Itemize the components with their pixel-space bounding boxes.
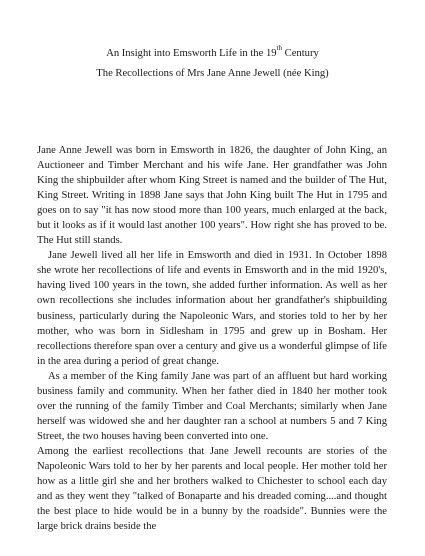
title-text-end: Century: [282, 48, 319, 59]
document-body: [37, 143, 387, 534]
document-header: [0, 44, 425, 84]
title-text: An Insight into Emsworth Life in the 19: [106, 48, 277, 59]
document-title: [0, 44, 425, 64]
paragraph: Jane Jewell lived all her life in Emsworth and died in 1931. In October 1898 she wrote her recollections of life and events in Emsworth and in the mid 1920's, having lived 100 years in the town, she added further information. As well as her own recollections she includes information about her grandfather's shipbuilding business, particularly during the Napoleonic Wars, and stories told to her by her mother, who was born in Sidlesham in 1795 and grew up in Bosham. Her recollections therefore span over a century and give us a wonderful glimpse of life in the area during a period of great change.: [37, 250, 387, 367]
title-superscript: th: [276, 44, 283, 53]
paragraph: Jane Anne Jewell was born in Emsworth in 1826, the daughter of John King, an Auctioneer and Timber Merchant and his wife Jane. Her grandfather was John King the shipbuilder after whom King Street is named and the builder of The Hut, King Street. Writing in 1898 Jane says that John King built The Hut in 1795 and goes on to say "it has now stood more than 100 years, much enlarged at the back, but it looks as if it would last another 100 years". How right she has proved to be. The Hut still stands.: [37, 145, 387, 247]
paragraph: Among the earliest recollections that Jane Jewell recounts are stories of the Napoleonic Wars told to her by her parents and local people. Her mother told her how as a little girl she and her brothers walked to Chichester to school each day and as they went they "talked of Bonaparte and his dreaded coming....and thought the best place to hide would be in a bunny by the roadside". Bunnies were the large brick drains beside the: [37, 445, 387, 533]
document-subtitle: The Recollections of Mrs Jane Anne Jewell (née King): [96, 68, 329, 79]
paragraph: As a member of the King family Jane was part of an affluent but hard working business family and community. When her father died in 1840 her mother took over the running of the family Timber and Coal Merchants; similarly when Jane herself was widowed she and her daughter ran a school at numbers 5 and 7 King Street, the two houses having been converted into one.: [37, 370, 387, 442]
